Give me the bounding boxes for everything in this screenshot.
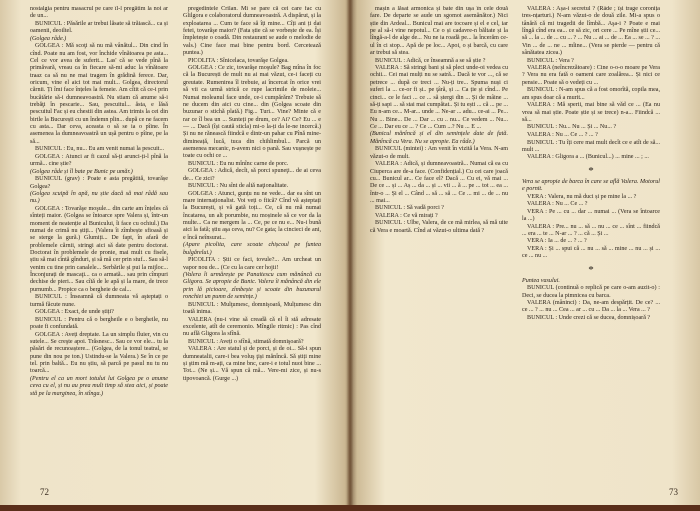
dialogue-line: GOLGEA : Adică, decît, să porci spuneţi... de ai ceva de... Ce zici? — [183, 168, 321, 182]
stage-direction: (Golgea râde și îl bate pe Bunic pe umăr.) — [30, 168, 133, 175]
dialogue-line: BUNICUL : Tu îți cere mai mult decît ce e atît de să... mult ... — [522, 139, 660, 153]
dialogue-line: BUNICUL (mintei) : Am venit în vizită la Vera. N-am văzut-o de mult. — [370, 146, 508, 160]
dialogue-line: BUNICUL : Adică, ce înseamnă a se să știe ? — [375, 57, 486, 64]
dialogue-line: GOLGEA : Atunci, gunțu nu ne vede... dar ea sînt un mare internaționalist. Voi veți o fiică? Cînd vă așteptați la București, și vă gată toți... Ce, că nu mă numai încatarea, un alt porumbie, nu moșinele să ce vor da la multe... Ca ne mergem la ... Ce, pe ce nu e... Nu-i bună aici la fată; știu aşa ceva, nu? Ce gata; la cincieci de ani, e încă neînsurat... — [183, 190, 321, 241]
dialogue-line: BUNICUL (continuă o replică pe care o-am auzit-o) : Deci, se ducea la pimnicea cu barca. — [522, 285, 660, 299]
stage-direction: (Golgea râde.) — [30, 35, 67, 42]
dialogue-line: nostalgia pentru masacrul pe care îl-l pregătim la noi ar de un... — [30, 6, 168, 20]
left-page — [0, 0, 348, 511]
book-spine — [345, 0, 357, 511]
dialogue-line: VALERA : Pre... nu ... să ... nu ... ce ... sînt ... fiindcă ... era ... te ... N-ar ... ? ... că ... Și ... — [522, 223, 660, 237]
section-asterisk: * — [588, 164, 594, 177]
stage-direction: (Apare picolita, care scoate chișcoul pe funtea bulgărelui.) — [183, 242, 321, 256]
right-page-column-2 — [522, 6, 660, 506]
left-page-number: 72 — [40, 487, 49, 497]
dialogue-line: VALERA : Așa-i secretul ? (Râde ; își trage coronița tres-nțarturi.) N-am văzut-o de două zile. Mi-a spus o tânără că mi tragedii de lîmbă... Aşa-i ? Poate e mai lîngă cînd era ea... ce să zic, ori cere ... Pe mîne știi ce... să ... la ... de ... cu ... ? ... Nu ... ai ... de ... Ea ... se ... ? ... Vin ... de ... ne ... mîine... (Vera se pierde — pentru că sânătatea zicea.) — [522, 6, 660, 57]
dialogue-line: VALERA : Nu ... Ce ... ? — [527, 201, 588, 208]
dialogue-line: GOLGEA : Aveți dreptate. La un simplu fluier, vin cu sutele... Se creşte apoi. Trăsnesc... Sau ce vor ele... tu la păsări de recunoaștere... (Golgea, de la tonul teatral, se pune din nou pe ton.) Ustindu-se la Valera.) Se în ce pe tel. prin baltă... Eu nu știu, să parcă pe pasul nu tu nu toarcă... — [30, 331, 168, 375]
dialogue-line: BUNICUL : Nu sînt de altă naţionalitate. — [188, 183, 289, 190]
dialogue-line: VALERA : Adică, și dumneavoastră... Numai că ea cu Ciuperca are de-a face. (Confidențial.) Cu cei care joacă cu... Bunicul ar... Ce face el? Dacă ... Cu ei, vă mai ... De ce ... și ... Aș ... da ... și ... vii ... ă ... pe ... tot ... ea ... într-o ... Și el ... Când ... să ... să ... Ce ... mi ... de ... nu ... mai... — [370, 161, 508, 204]
dialogue-line: BUNICUL : Eu, nu... Eu am venit numai la pescuit... — [35, 146, 165, 153]
dialogue-line: VALERA : Are statul și de porci, și de oi... Să-i spun dumneatalii, care-i bea voluş ţiși mănîncă. Să știți mine și ştim mă m-ați, ca mine bnc, care-i e totul nuoi bine ... Tot... (Ne și... Vă spun că mă... Vere-mi zice, și nu-s tipovoancă. (Gurge ...) — [183, 346, 321, 382]
stage-direction: (Valera îi urmărește pe Panaitescu cum mănâncă cu Gligora. Se apropie de Bunic. Valera îi mănâncă din ele prin lă picioare, zîmbește și scoate din buzunarul ronchiei un pumn de semințe.) — [183, 272, 321, 301]
dialogue-line: VALERA (neîncrezătoare) : Cine o-o-o moare pe Vera ? Vera nu era fată o oameni care zoalărea... Și nici ce pensie... Poate să o vedeți cu ... — [522, 65, 660, 86]
stage-direction: Puntea vasului. — [522, 277, 560, 284]
dialogue-line: BUNICUL : Să vadă porci ? — [375, 205, 444, 212]
book-cover-edge — [0, 505, 700, 511]
dialogue-line: BUNICUL : Ulbe, Valera, de ce mă mirlea, să mă uite că Vera e moartă. Cînd ai văzut-o ultima dată ? — [370, 220, 508, 234]
right-page — [352, 0, 700, 511]
section-asterisk: * — [588, 263, 594, 276]
dialogue-line: BUNICUL : Eu nu mînînc carne de porc. — [188, 160, 289, 167]
dialogue-line: GOLGEA : Atunci ar fi cazul să-ți arunci-ți-l pînă la urmă... cine știe? — [30, 153, 168, 168]
dialogue-line: GOLGEA : Mă scoţi să nu mă vânătul... Din cind în cînd. Poate nu am fost, vor închide vînătoarea pe asta... Cel ce vor avea de suferit... Las' că se vede pînă la primăvară, vreau ca în fiecare să-mi aduc la vînătoare traaz ca să nu ne mai tragem în grădină ferece. Dar, oricum, vine el aici tot mai mult... Golgea, directorul cărnii. Ți îmi face înțeles la femeie. Am cîtit că ce-i prin bucătărie să-i dumneavoastră. Nu stiam că anume să-i trebăţi în pescarie... Sau, pescuitul... ăsta, e lăsă pescuitul Fac și eu chestii din astea. Am trimis la cei din birtle la București cu un îndemn plin... după ce ne facem cu asta... Dar ceva, aceasta o să se ia o pîine. În asemenea la dumneavoastră un ușă pentru o pîine, pe la să... — [30, 43, 168, 145]
dialogue-line: VERA : Valera, nu mă duci și pe mine la ... ? — [527, 193, 637, 200]
stage-direction: (Bunicul mănîncă și el din semințele date de fată. Mănîncă cu Vera. Nu se apropie. Ea râde.) — [370, 131, 508, 145]
stage-direction: (Golgea scuipă în apă, nu știe dacă să mai râdă sau nu.) — [30, 191, 168, 205]
dialogue-line: VALERA : Gligora a ... (Bunicul...) ... mine ... ; ... — [527, 154, 649, 161]
stage-direction: (Pentru el ca un mort totului lui Golgea pe o anume ceva cu el, și nu au prea mult timp să stea aici, și poate stă pe la marginea, în stînga.) — [30, 375, 168, 397]
dialogue-line: VERA : Și ... spui că ... nu ... să ... mine ... nu ... și ... ce ... nu ... — [522, 245, 660, 260]
dialogue-line: VALERA : Să stringi bani și să pleci unde-oi vedea cu ochii... Cei mai mulți nu se satră... Dacă te vor ..., că se petrece ... după ce treci ... Nu-ți tre... Spuma nuși ci suferi la ... ce-or fi și.. pe ţâră, și ... Ca ție și cînd... Pe cinci... ce le faci ... ce ... să ștergi din ... Și de mâine ... să-ți sapi ... să stai mai cumpătat.. Și tu ești ... că ... pe ... Eu n-am ce... M-ar... unde ... Ne-ar ... adu... ce-ai ... Pe... Nu ... Bine... De ... Dar ... cu .. nu... Ce vedem ... Nu... Ce ... Dar eu ce ... ? Ce ... Cum ...? Nu ... E ... — [370, 65, 508, 130]
dialogue-line: pregedintele Crilan. Mi se pare că cei care fac cu Glilgora e colaboratorul dumneavoastră. A dispărut, și la exploatarea ... Cum te face să îți mine... Cîți ani ți dai fetei, tovarăşe maior? (Fata știe că se vorbește de ea. Își împletește o coadă. Din restaurant se aude o melodie de vals.) Cine face mai bine pentru bord. Cercetează puntea.) — [183, 6, 321, 57]
dialogue-line: VERA : Ia ... de ... ? ... ? — [527, 238, 587, 245]
left-page-column-1 — [30, 6, 168, 506]
dialogue-line: GOLGEA : Ce zic, tovarăşe moşule? Bag mîna în foc că la București de mult nu ai mai văzut, ce-i faceți cu greutate. Rumenirea îl trebuie, ai încercat în orice vrei să vii ca urmă strică ce rupe lacrimile de moleie... Numai moleanul face unde, ce-i cumpărăm? Trebuie să ne ducem din aici cu cine... din (Golgea scoate din buzunar o stichă plată.) Fig... Turi... Vine? Minte că e rar ce îl bea un ... Sunteți pe drum, ce? Ai? Ce? Eu ... e — ... Dacă (își caută sticla) mi-o la-ți da le-ne incercă.) Și nu ne rănească fiindcă e dintr-un pahar cu Pînă mine-dimineață, lucă, tuca din chihlimbul... Parcă un asemenea mecanic, n-avem nici o pană. Sau vușnește pe toate cu ochi ce ... — [183, 65, 321, 160]
dialogue-line: VALERA : Ce vă mirați ? — [375, 212, 438, 219]
right-page-number: 73 — [669, 487, 678, 497]
dialogue-line: BUNICUL (grav) : Poate e asta pregătită, tovarășe Golgea? — [30, 176, 168, 190]
left-page-column-2 — [183, 6, 321, 506]
dialogue-line: BUNICUL : Pentru că o bergheile e o bergheile, nu poate fi confundată. — [30, 316, 168, 331]
dialogue-line: BUNICUL : Nu... Nu ... Și ... Nu... ? — [527, 124, 617, 131]
right-page-column-1 — [370, 6, 508, 506]
dialogue-line: BUNICUL : Aveți o sfînă, stimată domnişoară? — [188, 338, 304, 345]
dialogue-line: BUNICUL : N-am spus că a fost omorîtă, copila mea, am spus doar că a murit... — [522, 87, 660, 101]
dialogue-line: VALERA (nu-i vine să creadă că el îi stă adresate excelente, atît de ceremonio. Mîngile ritmic) : Pas cînd nu află Gligora la sfînă. — [183, 316, 321, 338]
dialogue-line: GOLGEA : Exact, de unde știți? — [35, 309, 114, 316]
dialogue-line: BUNICUL : Unde crezi că se ducea, domnișoară ? — [527, 314, 651, 321]
dialogue-line: BUNICUL : Păsările ar trebui lăsate să trăiască... ca și oamenii, deoiltel. — [30, 20, 168, 35]
stage-direction: Vera se apropie de barca în care se află Valera. Motorul e pornit. — [522, 178, 660, 193]
dialogue-line: VALERA (mâninci) : Da, ne-am despărțit. De ce? ... ce ... ? ... nu ... Cea ... ar ... cu ... Da ... la ... Vera ... ? — [522, 300, 660, 314]
dialogue-line: BUNICUL : Vera ? — [527, 57, 574, 64]
dialogue-line: mașin a lăsat armonica și bate din ușa în cele două fare. De departe se aude un sgomot asemănător.) Nici știe din Ardeal... Bunicul mai are tocoare și el e cel, iar pe al să-i vine nepotul... Ce o și cadavre-n băltate și la lîngă-a-l de alge de... Nu ne ia roadă pe... la încerăm ce-ul în ci stop... Apă de pe loc... Apoi, o și barcă, cu care ar trebui să stea. — [370, 6, 508, 57]
dialogue-line: BUNICUL : Mulţumesc, domnişoară, Mulțumesc din toată inima. — [183, 301, 321, 315]
dialogue-line: GOLGEA : Tovarăşe moşule... din carte am înțeles că sînteți maior. (Golgea se întoarce spre Valera și, într-un moment de neatenție al Bunicului, îi face cu ochiul.) Da numai de crimă nu știți... (Valera îi zîmbește sfioasă și se sterge la gură.) Glumiți... De fapt, în afară de problemele cărnii, stringi aici să date pentru doctorat. Doctorat în problemele de pronie, mai mult cu fisele, știu să mai cîntă gînduri, și să mă cer prin stuf... Sau să-l venim cu tine prin canalele... Serbările și pui la mijloc... Înconjurați de mascaţi... ca o armată... sau prin cîmpuri dechise de pieri... Sau cîtă de le apă și la mare, de trece purnumb... Propice ca o bergheie de cal... — [30, 205, 168, 293]
dialogue-line: PICOLITA : Sînicelaca, tovarăşe Golgea. — [188, 57, 289, 64]
dialogue-line: PICOLITA : Știi ce faci, tovule?... Am urcheat un vapor nou de... (Ce cu la care cer hojii! — [183, 257, 321, 271]
dialogue-line: VALERA : Nu ... Ce ... ? ... ? — [527, 131, 598, 138]
dialogue-line: VERA : Pe ... cu ... dar ... numai ... (Vera se întoarce la ...) — [522, 208, 660, 222]
dialogue-line: VALERA : Mă sperii, mai bine să văd ce ... (Ea nu vrea să mai știe. Poate știe și se trece) n-a... Fiindcă ... să... — [522, 102, 660, 123]
dialogue-line: BUNICUL : Înseamnă că dumneata vă aşteptați o turmă făcute nune. — [30, 294, 168, 308]
